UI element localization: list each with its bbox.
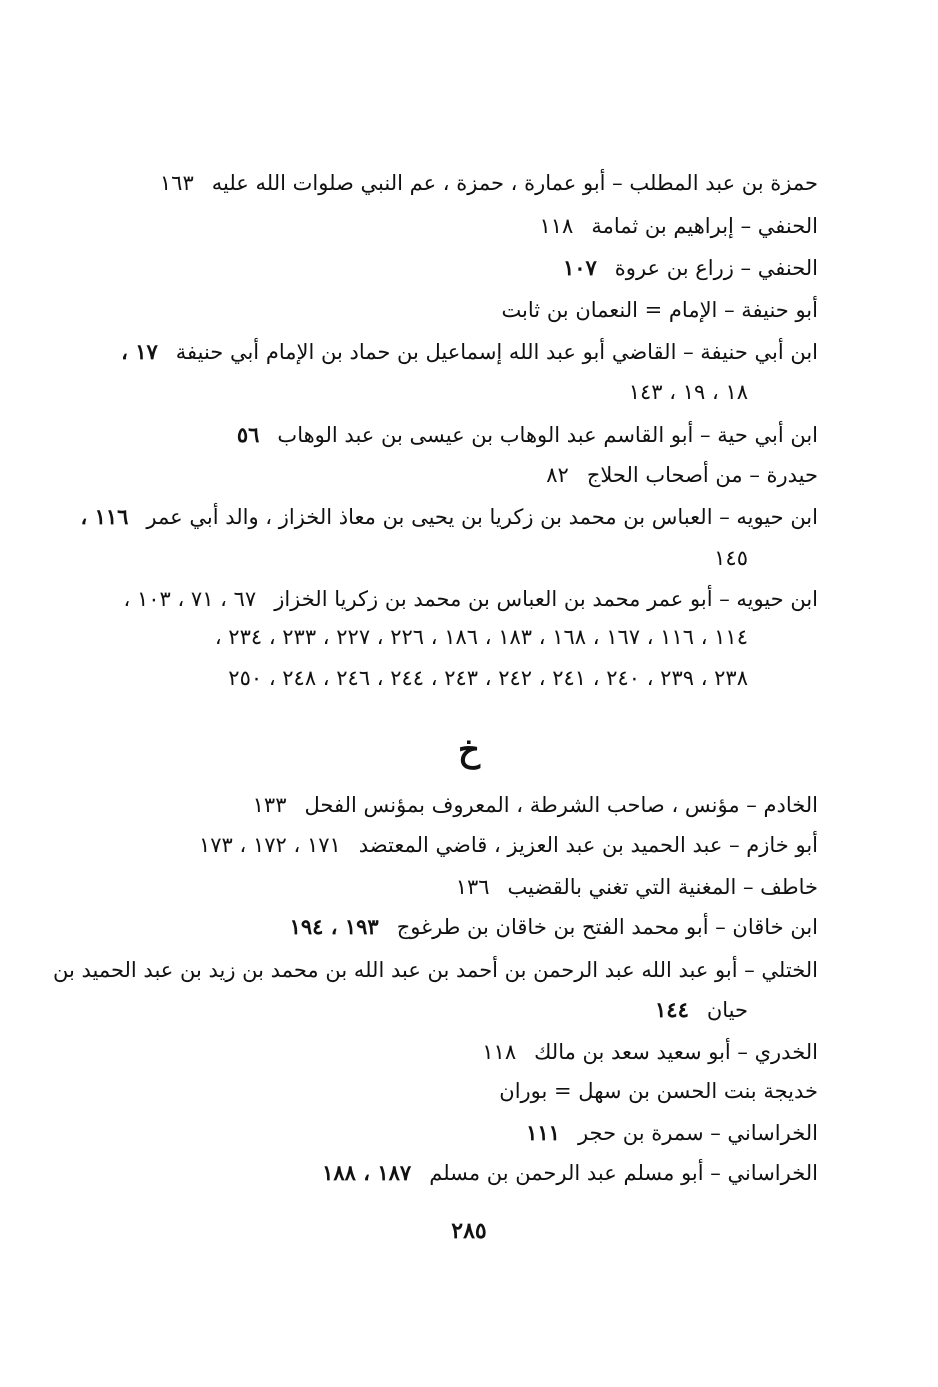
- index-entry-continuation: [629, 377, 748, 407]
- index-entry: [237, 420, 818, 450]
- entry-refs: ١٣٦: [455, 875, 490, 899]
- index-entry: [546, 460, 818, 490]
- index-entry: [123, 584, 818, 614]
- entry-refs: ١٨ ، ١٩ ، ١٤٣: [628, 380, 748, 404]
- page-number: ٢٨٥: [451, 1218, 487, 1244]
- entry-refs: ٢٣٨ ، ٢٣٩ ، ٢٤٠ ، ٢٤١ ، ٢٤٢ ، ٢٤٣ ، ٢٤٤ ، ٢٤٦ ، ٢٤٨ ، ٢٥٠: [228, 666, 748, 690]
- index-entry: [199, 830, 818, 860]
- index-entry: [80, 502, 818, 532]
- entry-refs: ١٩٣ ، ١٩٤: [289, 914, 379, 939]
- entry-text: ابن حيويه – العباس بن محمد بن زكريا بن يحيى بن معاذ الخزاز ، والد أبي عمر: [146, 505, 818, 529]
- index-entry-continuation: [228, 663, 748, 693]
- entry-text: الختلي – أبو عبد الله عبد الرحمن بن أحمد بن عبد الله بن محمد بن زيد بن عبد الحميد بن: [52, 958, 818, 982]
- entry-refs: ١٨٧ ، ١٨٨: [322, 1160, 412, 1185]
- entry-text: ابن أبي حنيفة – القاضي أبو عبد الله إسماعيل بن حماد بن الإمام أبي حنيفة: [175, 340, 818, 364]
- entry-refs: ٥٦: [236, 422, 260, 447]
- entry-refs: ١٧ ،: [121, 339, 158, 364]
- index-entry-continuation: [655, 995, 748, 1025]
- entry-text: الخراساني – أبو مسلم عبد الرحمن بن مسلم: [429, 1161, 818, 1185]
- index-entry: [322, 1158, 818, 1188]
- entry-text: ابن أبي حية – أبو القاسم عبد الوهاب بن عيسى بن عبد الوهاب: [277, 423, 818, 447]
- entry-refs: ١٤٥: [714, 546, 748, 570]
- entry-text: خاطف – المغنية التي تغني بالقضيب: [507, 875, 818, 899]
- index-entry: [483, 295, 818, 325]
- entry-text: الحنفي – زراع بن عروة: [614, 256, 818, 280]
- index-entry: [290, 912, 818, 942]
- entry-text: ابن حيويه – أبو عمر محمد بن العباس بن محمد بن زكريا الخزاز: [274, 587, 818, 611]
- index-entry: [121, 337, 818, 367]
- index-entry-continuation: [215, 622, 748, 652]
- entry-text: الحنفي – إبراهيم بن ثمامة: [591, 214, 818, 238]
- entry-refs: ١٤٤: [655, 997, 689, 1022]
- index-entry: [539, 211, 818, 241]
- entry-text: الخراساني – سمرة بن حجر: [577, 1121, 818, 1145]
- index-entry: [456, 872, 818, 902]
- entry-text: أبو خازم – عبد الحميد بن عبد العزيز ، قاضي المعتضد: [358, 833, 818, 857]
- index-entry-continuation: [714, 543, 748, 573]
- index-entry: [35, 955, 818, 985]
- entry-text: حمزة بن عبد المطلب – أبو عمارة ، حمزة ، عم النبي صلوات الله عليه: [211, 171, 818, 195]
- index-entry: [563, 253, 818, 283]
- section-letter-heading: خ: [458, 730, 480, 770]
- entry-text: خديجة بنت الحسن بن سهل = بوران: [499, 1079, 818, 1103]
- index-entry: [526, 1118, 818, 1148]
- index-entry: [160, 168, 818, 198]
- entry-refs: ١١٤ ، ١١٦ ، ١٦٧ ، ١٦٨ ، ١٨٣ ، ١٨٦ ، ٢٢٦ ، ٢٢٧ ، ٢٣٣ ، ٢٣٤ ،: [214, 625, 748, 649]
- entry-refs: ١١٨: [482, 1040, 517, 1064]
- entry-text: حيان: [706, 998, 748, 1022]
- entry-text: أبو حنيفة – الإمام = النعمان بن ثابت: [501, 298, 818, 322]
- entry-refs: ٨٢: [546, 463, 569, 487]
- entry-refs: ١١٦ ،: [80, 504, 129, 529]
- index-entry: [482, 1037, 818, 1067]
- entry-text: حيدرة – من أصحاب الحلاج: [586, 463, 818, 487]
- entry-refs: ١٧١ ، ١٧٢ ، ١٧٣: [198, 833, 341, 857]
- entry-text: الخدري – أبو سعيد سعد بن مالك: [534, 1040, 818, 1064]
- entry-refs: ١٦٣: [159, 171, 194, 195]
- entry-refs: ١١١: [526, 1120, 560, 1145]
- index-entry: [253, 790, 818, 820]
- entry-refs: ٦٧ ، ٧١ ، ١٠٣ ،: [123, 587, 257, 611]
- index-entry: [481, 1076, 818, 1106]
- entry-text: الخادم – مؤنس ، صاحب الشرطة ، المعروف بمؤنس الفحل: [304, 793, 818, 817]
- entry-refs: ١٣٣: [252, 793, 287, 817]
- entry-text: ابن خاقان – أبو محمد الفتح بن خاقان بن طرغوج: [396, 915, 818, 939]
- entry-refs: ١١٨: [539, 214, 574, 238]
- entry-refs: ١٠٧: [562, 255, 597, 280]
